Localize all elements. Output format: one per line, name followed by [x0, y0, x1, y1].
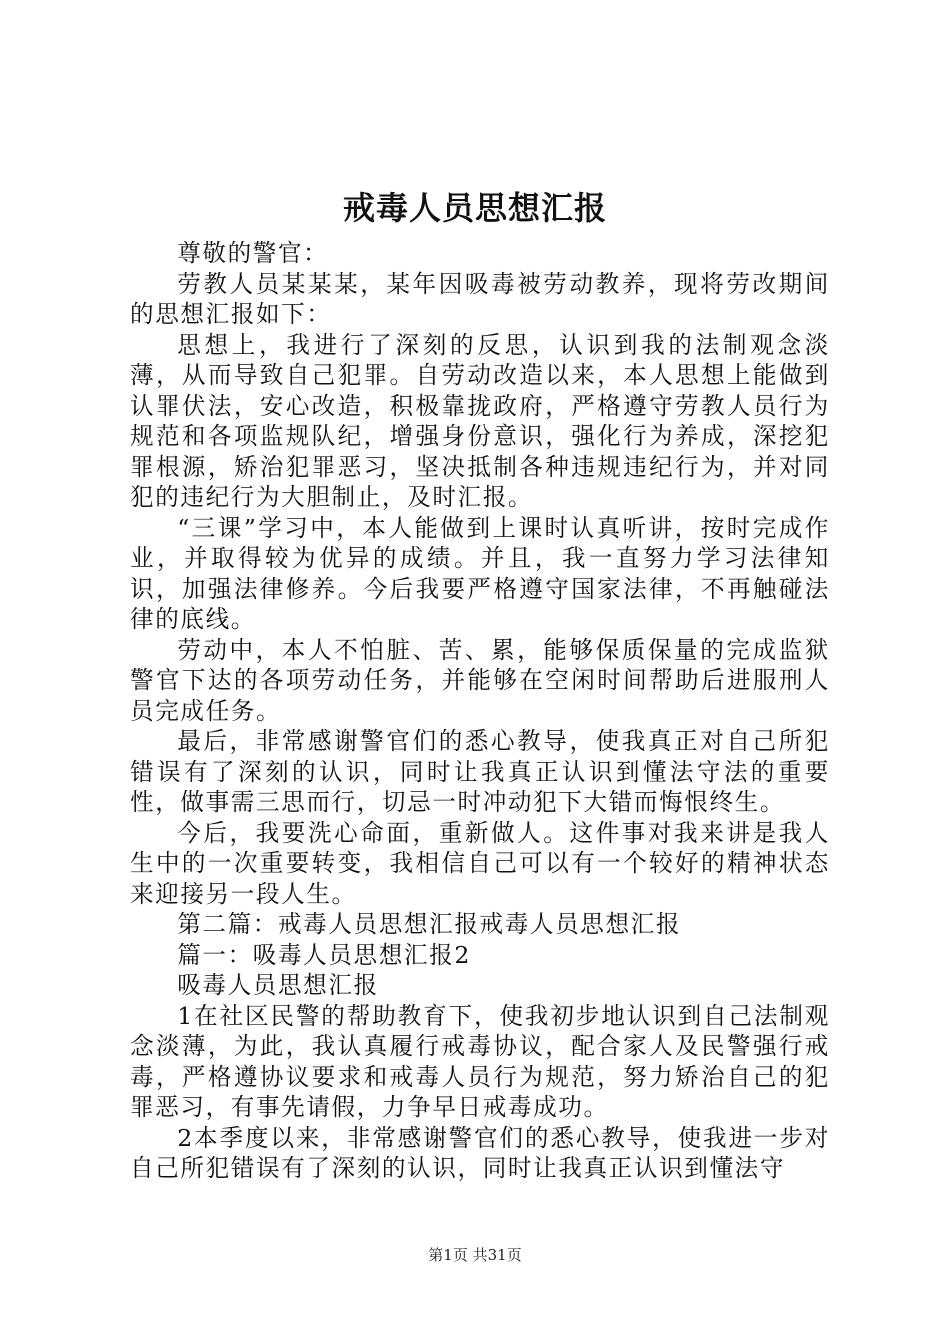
paragraph: 思想上，我进行了深刻的反思，认识到我的法制观念淡薄，从而导致自己犯罪。自劳动改造以来，本人思想上能做到认罪伏法，安心改造，积极靠拢政府，严格遵守劳教人员行为规范和各项监规队纪，增强身份意识，强化行为养成，深挖犯罪根源，矫治犯罪恶习，坚决抵制各种违规违纪行为，并对同犯的违纪行为大胆制止，及时汇报。	[130, 330, 830, 511]
subsection-heading: 篇一：吸毒人员思想汇报2	[177, 940, 471, 969]
paragraph: 最后，非常感谢警官们的悉心教导，使我真正对自己所犯错误有了深刻的认识，同时让我真正认识到懂法守法的重要性，做事需三思而行，切忌一时冲动犯下大错而悔恨终生。	[130, 727, 830, 816]
document-body	[130, 238, 830, 1184]
paragraph: 1在社区民警的帮助教育下，使我初步地认识到自己法制观念淡薄，为此，我认真履行戒毒协议，配合家人及民警强行戒毒，严格遵协议要求和戒毒人员行为规范，努力矫治自己的犯罪恶习，有事先请假，力争早日戒毒成功。	[130, 1001, 830, 1121]
paragraph: 2本季度以来，非常感谢警官们的悉心教导，使我进一步对自己所犯错误有了深刻的认识，同时让我真正认识到懂法守	[130, 1123, 830, 1182]
section-heading: 第二篇：戒毒人员思想汇报戒毒人员思想汇报	[177, 910, 682, 938]
paragraph: 劳教人员某某某，某年因吸毒被劳动教养，现将劳改期间的思想汇报如下：	[130, 269, 830, 328]
subsection-title: 吸毒人员思想汇报	[177, 971, 379, 999]
document-title: 戒毒人员思想汇报	[342, 189, 607, 227]
paragraph: 劳动中，本人不怕脏、苦、累，能够保质保量的完成监狱警官下达的各项劳动任务，并能够在空闲时间帮助后进服刑人员完成任务。	[130, 635, 830, 725]
paragraph: “三课”学习中，本人能做到上课时认真听讲，按时完成作业，并取得较为优异的成绩。并且，我一直努力学习法律知识，加强法律修养。今后我要严格遵守国家法律，不再触碰法律的底线。	[130, 513, 830, 633]
page-number-footer: 第1页 共31页	[428, 1246, 522, 1264]
paragraph: 今后，我要洗心命面，重新做人。这件事对我来讲是我人生中的一次重要转变，我相信自己可以有一个较好的精神状态来迎接另一段人生。	[130, 818, 830, 908]
salutation: 尊敬的警官：	[177, 239, 329, 267]
